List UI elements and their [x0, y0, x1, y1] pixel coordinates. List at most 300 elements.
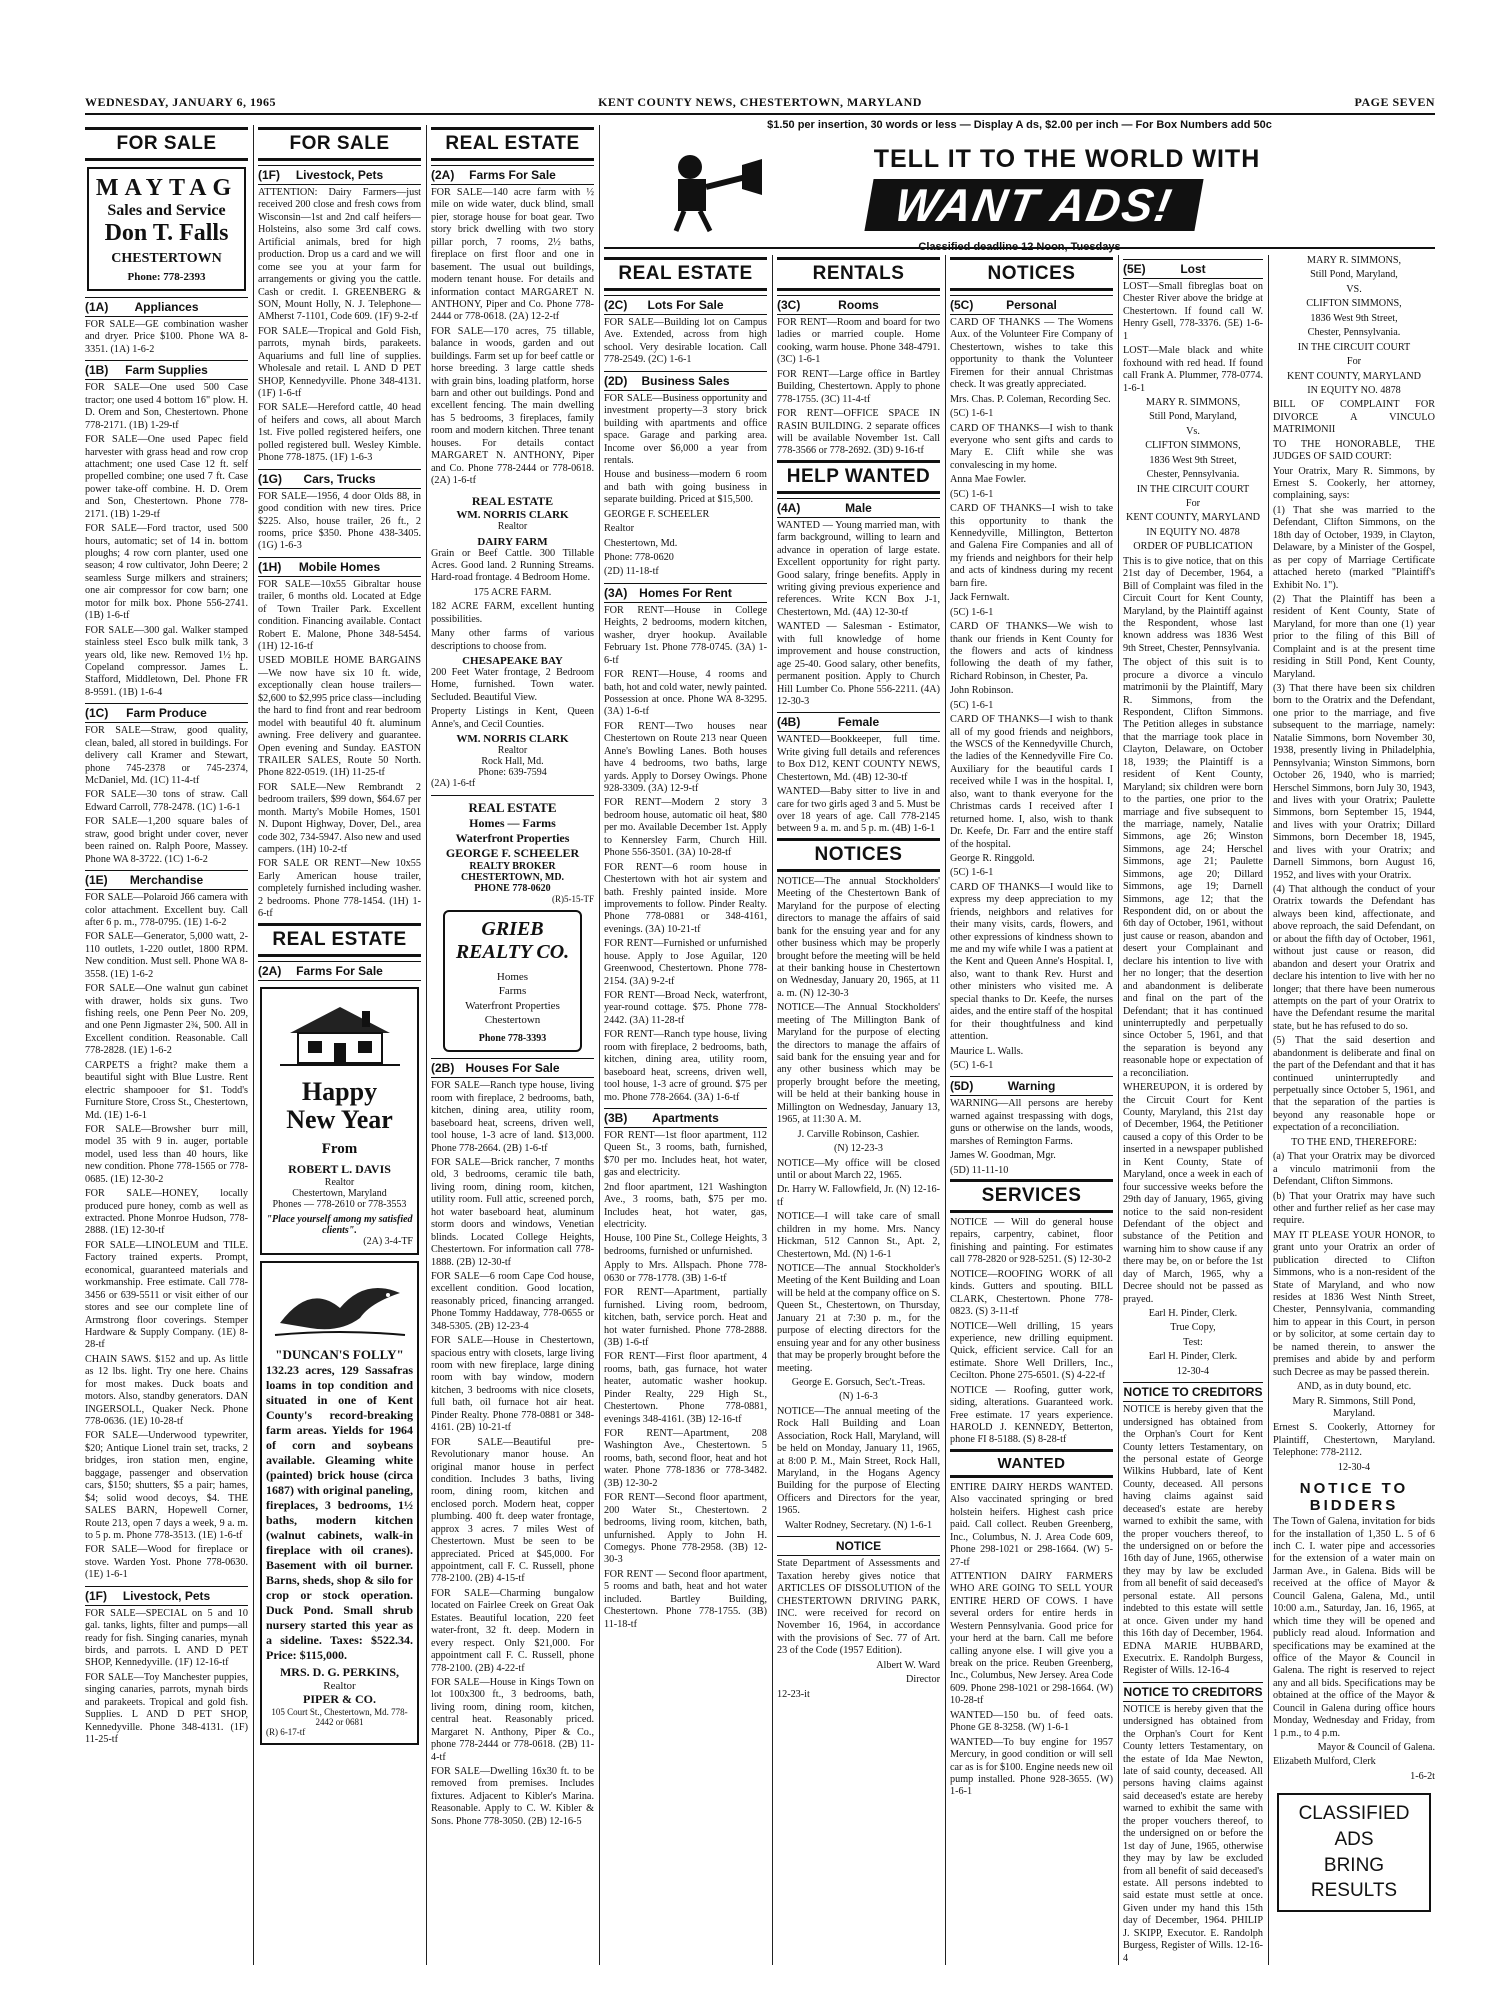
text-paragraph: VS.	[1346, 283, 1362, 295]
scheeler-ad	[431, 795, 594, 904]
scheeler-line-2: Waterfront Properties	[455, 831, 570, 846]
text-paragraph: (5) That the said desertion and abandonment is deliberate and final on the part of the Defendant and that it has continued uninterruptedly and perpetually since October 5, 1961, and that the separation of the parties is beyond any reasonable hope or expectation of a reconciliation.	[1273, 1035, 1435, 1134]
classified-ad: WANTED—Baby sitter to live in and care for two girls aged 3 and 5. Must be over 18 years of age. Call 778-2145 between 9 a. m. and 5 p. m. (4B) 1-6-1	[777, 786, 940, 835]
classified-ad: FOR SALE—Browsher burr mill, model 35 with 9 in. auger, portable model, used less than 40 hours, like new condition. Phone 778-1565 or 778-0685. (1E) 12-30-2	[85, 1123, 248, 1185]
subsection-code: (3C)	[777, 298, 801, 312]
clark-role-2: Realtor	[497, 745, 528, 757]
grieb-phone: Phone 778-3393	[478, 1033, 547, 1045]
text-paragraph: 12-30-4	[1176, 1365, 1210, 1377]
grieb-line: Chestertown	[484, 1014, 541, 1027]
text-paragraph: ENTIRE DAIRY HERDS WANTED. Also vaccinated springing or bred holstein heifers. Highest cash price paid. Call collect. Reuben Greenberg, Inc., Columbus, N. J. Area Code 609, Phone 298-1021 or 298-1664. (W) 5-27-tf	[950, 1481, 1113, 1568]
classified-ad: FOR SALE—One used 500 Case tractor; one used 4 bottom 16" plow. H. D. Orem and Son, Chestertown. Phone 778-2171. (1B) 1-29-tf	[85, 382, 248, 431]
subsection-code: (2C)	[604, 298, 628, 312]
text-paragraph: MAY IT PLEASE YOUR HONOR, to grant unto your Oratrix an order of publication directed to Clifton Simmons, who is a non-resident of the State of Maryland, and who now resides at 1836 West Ninth Street, Chester, Pennsylvania, commanding him to appear in this Court, in person or by solicitor, at some certain day to be named therein, to answer the premises and abide by and perform such Decree as may be passed therein.	[1273, 1229, 1435, 1378]
clark-name-2: WM. NORRIS CLARK	[456, 733, 569, 746]
classified-ad: FOR SALE—6 room Cape Cod house, excellent condition. Good location, reasonably priced, financing arranged. Phone Tommy Haddaway, 778-0655 or 348-5305. (2B) 12-23-4	[431, 1270, 594, 1332]
ad-rates: $1.50 per insertion, 30 words or less — Display A ds, $2.00 per inch — For Box Numbers add 50c	[767, 119, 1272, 131]
subsection-code: (3B)	[604, 1110, 628, 1125]
classified-ad: FOR SALE—Hereford cattle, 40 head of heifers and cows, all about March 1st. Five polled registered heifers, one polled registered bull. Wesley Kimble. Phone 778-1875. (1F) 1-6-3	[258, 402, 421, 464]
text-paragraph: MARY R. SIMMONS,	[1306, 255, 1402, 266]
classified-ad: CARD OF THANKS—We wish to thank our friends in Kent County for the flowers and acts of kindness following the death of my father, Richard Robinson, in Chester, Pa.	[950, 621, 1113, 682]
classified-ad: (5C) 1-6-1	[950, 408, 994, 420]
classified-ad: FOR SALE—Ranch type house, living room with fireplace, 2 bedrooms, bath, kitchen, dining area, utility room, baseboard heat, screens, driven well, tool house, 1-3 acre of land. $13,000. Phone 778-2664. (2B) 1-6-tf	[431, 1080, 594, 1154]
classified-ad: FOR RENT—Apartment, partially furnished. Living room, bedroom, kitchen, bath, service porch. Heat and hot water furnished. Phone 778-2888. (3B) 1-6-tf	[604, 1287, 767, 1348]
text-paragraph: MARY R. SIMMONS,	[1145, 396, 1241, 408]
happy-line: Happy	[301, 1076, 378, 1106]
classified-ad: FOR SALE—140 acre farm with ½ mile on wide water, duck blind, small pier, storage house for boat gear. Two story brick dwelling with two story pillar porch, 7 rooms, 2½ baths, fireplace on first floor and one in basement. The usual out buildings, modern tenant house. For details and information contact MARGARET N. ANTHONY, Piper and Co. Phone 778-2444 or 778-0618. (2A) 12-2-tf	[431, 187, 594, 323]
clark-ad	[431, 494, 594, 790]
classified-ad: LOST—Male black and white foxhound with red head. If found call Frank A. Plummer, 778-0774. 1-6-1	[1123, 345, 1263, 394]
classified-ad: FOR SALE OR RENT—New 10x55 Early American house trailer, completely furnished including washer. 2 bedrooms. Phone 778-1454. (1H) 1-6-tf	[258, 858, 421, 920]
classified-ad: FOR SALE—Tropical and Gold Fish, parrots, mynah birds, parakeets. Aquariums and full line of supplies. Wholesale and retail. L AND D PET SHOP, Kennedyville. Phone 348-4131. (1F) 1-6-tf	[258, 325, 421, 399]
classified-ad: FOR SALE—HONEY, locally produced pure honey, comb as well as extracted. Phone Monroe Hudson, 778-2888. (1E) 12-30-tf	[85, 1188, 248, 1237]
classified-ad: FOR RENT—Large office in Bartley Building, Chestertown. Apply to phone 778-1755. (3C) 11-4-tf	[777, 368, 940, 405]
subsection-code: (1F)	[258, 168, 280, 182]
house-illustration	[280, 999, 400, 1069]
section-head: RENTALS	[777, 257, 940, 291]
subsection-head	[1123, 259, 1263, 279]
text-paragraph: Your Oratrix, Mary R. Simmons, by Ernest S. Cookerly, her attorney, complaining, says:	[1273, 465, 1435, 502]
subsection-head	[258, 557, 421, 577]
text-paragraph: TO THE HONORABLE, THE JUDGES OF SAID COURT:	[1273, 438, 1435, 463]
realtor-city: Chestertown, Maryland	[292, 1187, 387, 1199]
folly-role: Realtor	[323, 1679, 356, 1692]
classified-ad: FOR RENT—First floor apartment, 4 rooms, bath, gas furnace, hot water heater, automatic washer hookup. Pinder Realty, 229 High St., Chestertown. Phone 778-0881, evenings 348-4161. (3B) 12-16-tf	[604, 1351, 767, 1425]
text-paragraph: Still Pond, Maryland,	[1310, 269, 1398, 281]
subsection-code: (1E)	[85, 873, 108, 888]
classified-ads-box	[1277, 1793, 1431, 1912]
want-ads-banner	[604, 119, 1435, 253]
text-paragraph: CLIFTON SIMMONS,	[1306, 298, 1402, 310]
classified-deadline: Classified deadline 12 Noon, Tuesdays	[918, 241, 1121, 253]
folio-page: PAGE SEVEN	[1354, 95, 1435, 109]
section-head: SERVICES	[950, 1179, 1113, 1213]
text-paragraph: (4) That although the conduct of your Oratrix towards the Defendant has always been kind, affectionate, and above reproach, the said Defendant, on or about the fifth day of October, 1961, without just cause or reason, did abandon and desert your Oratrix and declare his intention to live with her no longer; that there have been numerous attempts on the part of your Oratrix to have the Defendant resume the marital state, but he has refused to do so.	[1273, 884, 1435, 1032]
classified-ad: (2D) 11-18-tf	[604, 566, 659, 578]
folly-address: 105 Court St., Chestertown, Md. 778-2442 or 0681	[271, 1706, 408, 1727]
classified-ad: FOR SALE—One walnut gun cabinet with drawer, holds six guns. Two fishing reels, one Penn Peer No. 209, and one Penn Jigmaster 2¾, 500. All in Excellent condition. Reasonable. Call 778-2828. (1E) 1-6-2	[85, 983, 248, 1057]
maytag-sub: Sales and Service	[107, 202, 226, 219]
grieb-line: Farms	[498, 985, 527, 998]
classified-ad: (5C) 1-6-1	[950, 1059, 994, 1071]
scheeler-firm: REALTY BROKER	[469, 861, 556, 873]
classified-ad: FOR SALE—New Rembrandt 2 bedroom trailers, $99 down, $64.67 per month. Marty's Mobile Homes, 1501 N. Dupont Highway, Dover, Del., area code 302, 734-5947. Also new and used campers. (1H) 10-2-tf	[258, 781, 421, 855]
subsection-head	[258, 469, 421, 489]
clark-listings: Property Listings in Kent, Queen Anne's, and Cecil Counties.	[431, 706, 594, 730]
realtor-quote: "Place yourself among my satisfied clients".	[266, 1213, 413, 1236]
grieb-logo: GRIEB REALTY CO.	[455, 918, 570, 964]
classified-ad: 2nd floor apartment, 121 Washington Ave., 3 rooms, bath, $75 per mo. Includes heat, hot water, gas, electricity.	[604, 1181, 767, 1230]
classified-ad: FOR SALE—Straw, good quality, clean, baled, all stored in buildings. For delivery call Kramer and Stewart, phone 745-2378 or 745-2374, McDaniel, Md. (1C) 11-4-tf	[85, 725, 248, 786]
classified-ad: CARD OF THANKS—I wish to thank everyone who sent gifts and cards to Mary E. Clift while she was convalescing in my home.	[950, 422, 1113, 471]
classified-sections	[950, 295, 1113, 1177]
section-head: NOTICES	[950, 257, 1113, 291]
text-paragraph: J. Carville Robinson, Cashier.	[797, 1128, 920, 1140]
column-5	[777, 255, 940, 1965]
subsection-head	[431, 165, 594, 185]
text-paragraph: For	[1185, 498, 1201, 509]
subsection-name: Business Sales	[641, 373, 730, 388]
subsection-code: (1H)	[258, 559, 282, 574]
notice-body: State Department of Assessments and Taxation hereby gives notice that ARTICLES OF DISSOLUTION of the CHESTERTOWN DRIVING PARK, INC. were received for record on November 16, 1964, in accordance with the provisions of Sec. 77 of Art. 23 of the Code (1957 Edition).	[777, 1558, 940, 1657]
classified-ad: FOR SALE—300 gal. Walker stamped stainless steel Esco bulk milk tank, 3 years old, like new. Removed 1½ hp. Copeland compressor. James L. Stafford, Middletown, Del. Phone FR 8-9591. (1B) 1-6-4	[85, 624, 248, 698]
classified-ad: CARD OF THANKS—I wish to take this opportunity to thank the Kennedyville, Millington, Betterton and Galena Fire Companies and all of my friends and neighbors for their help and acts of kindness during my recent barn fire.	[950, 503, 1113, 589]
ad-code: (R) 6-17-tf	[266, 1726, 306, 1737]
banner-graphic	[644, 141, 1395, 253]
classified-ad: Apply to Mrs. Allspach. Phone 778-0630 or 778-1778. (3B) 1-6-tf	[604, 1260, 767, 1284]
folio-paper: KENT COUNTY NEWS, CHESTERTOWN, MARYLAND	[598, 95, 922, 109]
text-paragraph: IN EQUITY NO. 4878	[1146, 526, 1240, 538]
services-list	[950, 1217, 1113, 1447]
subsection-code: (2B)	[431, 1061, 455, 1076]
subsection-name: Warning	[1007, 1079, 1056, 1094]
subsection-code: (2D)	[604, 373, 628, 388]
classified-ad: FOR SALE—Toy Manchester puppies, singing canaries, parrots, mynah birds and parakeets. Tropical and gold fish. Supplies. L AND D PET SHOP, Kennedyville. Phone 348-4131. (1F) 11-25-tf	[85, 1671, 248, 1746]
subsection-code: (4B)	[777, 715, 801, 730]
subsection-head	[85, 297, 248, 317]
classified-ad: FOR RENT—1st floor apartment, 112 Queen St., 3 rooms, bath, furnished, $70 per mo. Includes heat, hot water, gas and electricity.	[604, 1129, 767, 1179]
subsection-head	[604, 1108, 767, 1128]
folio-date: WEDNESDAY, JANUARY 6, 1965	[85, 95, 276, 109]
text-paragraph: Mary R. Simmons, Still Pond, Maryland.	[1292, 1395, 1416, 1419]
classified-ad: LOST—Small fibreglas boat on Chester River above the bridge at Chestertown. If found call W. Henry Gsell, 778-3376. (5E) 1-6-1	[1123, 281, 1263, 342]
classified-ad: CARD OF THANKS—I would like to express my deep appreciation to my friends, neighbors and relatives for their many visits, cards, flowers, and other expressions of kindness shown to me and my wife while I was a patient at the Kent and Queen Anne's Hospital. I, also, want to thank Rev. Hurst and other ministers who visited me. A special thanks to Dr. Keefe, the nurses aides, and the entire staff of the hospital for their thoughtfulness and kind attention.	[950, 881, 1113, 1043]
text-paragraph: NOTICE—My office will be closed until or about March 22, 1965.	[777, 1157, 940, 1181]
bidders-clerk: Elizabeth Mulford, Clerk	[1273, 1756, 1376, 1768]
section-head: REAL ESTATE	[258, 923, 421, 957]
text-paragraph: ORDER OF PUBLICATION	[1133, 541, 1253, 553]
column-divider	[599, 125, 600, 1965]
classified-ad: Phone: 778-0620	[604, 552, 674, 563]
creditors-body: NOTICE is hereby given that the undersigned has obtained from the Orphan's Court for Kent County letters Testamentary, on the personal estate of George Wilkins Hubbard, late of Kent County, deceased. All persons having claims against said deceased's estate are hereby warned to exhibit the same, with the proper vouchers thereof, to the undersigned on or before the 16th day of June, 1965, otherwise they may by law be excluded from all benefit of said deceased's personal estate. All persons indebted to this estate will settle at once. Given under my hand this 16th day of December, 1964. EDNA MARIE HUBBARD, Executrix. E. Randolph Burgess, Register of Wills. 12-16-4	[1123, 1404, 1263, 1677]
text-paragraph: Test:	[1183, 1336, 1203, 1348]
folio-line	[85, 95, 1435, 111]
subsection-name: Livestock, Pets	[122, 1588, 211, 1603]
section-head: FOR SALE	[258, 127, 421, 161]
classads-line: CLASSIFIED	[1298, 1803, 1410, 1825]
classads-line: BRING RESULTS	[1310, 1854, 1398, 1902]
folly-title: "DUNCAN'S FOLLY"	[275, 1346, 404, 1362]
column-divider	[772, 255, 773, 1965]
maytag-ad	[87, 167, 246, 291]
clark-bay: CHESAPEAKE BAY	[462, 655, 563, 667]
text-paragraph: True Copy,	[1170, 1322, 1216, 1334]
section-head: NOTICES	[777, 838, 940, 872]
folio-rule	[85, 113, 1435, 115]
classified-ad: FOR SALE—Building lot on Campus Ave. Extended, across from high school. Very desirable location. Call 778-2549. (2C) 1-6-1	[604, 317, 767, 366]
folly-owner: MRS. D. G. PERKINS,	[279, 1664, 399, 1679]
clark-title: REAL ESTATE	[471, 493, 554, 508]
text-paragraph: This is to give notice, that on this 21st day of December, 1964, a Bill of Complaint was filed in the Circuit Court for Kent County, Maryland, by the Plaintiff against the Respondent, whose last known address was 1836 West 9th Street, Chester, Pennsylvania.	[1123, 555, 1263, 654]
subsection-head	[85, 703, 248, 723]
classified-ad: WANTED — Young married man, with farm background, willing to learn and advance in operation of large estate. Excellent opportunity for right party. Good salary, fringe benefits. Apply in writing giving previous experience and references. Write KCN Box J-1, Chestertown, Md. (4A) 12-30-tf	[777, 519, 940, 618]
text-paragraph: (2) That the Plaintiff has been a resident of Kent County, State of Maryland, for more than one (1) year prior to the filing of this Bill of Complaint and is at the present time residing in Still Pond, Kent County, Maryland.	[1273, 593, 1435, 680]
maytag-city: CHESTERTOWN	[111, 251, 222, 266]
bidders-body: The Town of Galena, invitation for bids for the installation of 1,350 L. 5 of 6 inch C. I. water pipe and accessories for the extension of a water main on Jarman Ave., in Galena. Bids will be received at the office of Mayor & Council Galena, Galena, Md., until 10:00 a.m., Saturday, Jan. 16, 1965, at which time they will be opened and publicly read aloud. Information and specifications may be examined at the office of the Mayor & Council in Galena. The right is reserved to reject any and all bids. Specifications may be obtained at the office of the Mayor & Council in Galena during office hours Monday, Wednesday and Friday, from 1 p.m., to 4 p.m.	[1273, 1516, 1435, 1739]
column-1	[85, 125, 248, 1965]
column-divider	[945, 255, 946, 1965]
classified-ad: FOR RENT—Broad Neck, waterfront, year-round cottage. $75. Phone 778-2442. (3A) 11-28-tf	[604, 990, 767, 1026]
classified-ad: CARD OF THANKS — The Womens Aux. of the Volunteer Fire Company of Chestertown, wishes to take this opportunity to thank the Volunteer Firemen for their annual Christmas check. It was greatly appreciated.	[950, 317, 1113, 391]
subsection-name: Appliances	[134, 300, 199, 314]
classified-ad: FOR SALE—Wood for fireplace or stove. Warden Yost. Phone 778-0630. (1E) 1-6-1	[85, 1544, 248, 1581]
clark-many: Many other farms of various descriptions to choose from.	[431, 628, 594, 652]
subsection-head	[85, 1586, 248, 1606]
folly-body: 132.23 acres, 129 Sassafras loams in top condition and situated in one of Kent County's record-breaking farm areas. Yields for 1964 of corn and soybeans available. Gleaming white (painted) brick house (circa 1687) with original paneling, fireplaces, 3 bedrooms, 1½ baths, modern kitchen (walnut cabinets, walk-in fireplace with oil cranes). Basement with oil burner. Barns, sheds, shop & silo for crop or stock operation. Duck Pond. Small shrub nursery started this year as a sideline. Taxes: $522.34. Price: $115,000.	[266, 1362, 413, 1662]
column-2	[258, 125, 421, 1965]
classified-ad: Realtor	[604, 523, 634, 535]
text-paragraph: IN THE CIRCUIT COURT	[1297, 341, 1411, 353]
subsection-name: Personal	[1006, 298, 1057, 312]
subsection-name: Farm Supplies	[125, 363, 208, 378]
text-paragraph: AND, as in duty bound, etc.	[1296, 1381, 1412, 1393]
subsection-head	[604, 583, 767, 603]
subsection-name: Cars, Trucks	[303, 471, 376, 486]
classified-sections	[258, 165, 421, 921]
text-paragraph: WANTED—150 bu. of feed oats. Phone GE 8-3258. (W) 1-6-1	[950, 1709, 1113, 1734]
clark-182: 182 ACRE FARM, excellent hunting possibilities.	[431, 601, 594, 625]
text-paragraph: IN EQUITY NO. 4878	[1307, 384, 1401, 396]
classified-ad: James W. Goodman, Mgr.	[950, 1150, 1056, 1162]
classified-ad: FOR SALE—Generator, 5,000 watt, 2-110 outlets, 1-220 outlet, 1800 RPM. New condition. Must sell. Phone WA 8-3558. (1E) 1-6-2	[85, 931, 248, 980]
classified-ad: FOR RENT—OFFICE SPACE IN RASIN BUILDING. 2 separate offices will be available November 1st. Call 778-3566 or 778-2692. (3D) 9-16-tf	[777, 408, 940, 457]
text-paragraph: Earl H. Pinder, Clerk.	[1148, 1308, 1238, 1319]
text-paragraph: WHEREUPON, it is ordered by the Circuit Court for Kent County, Maryland, this 21st day of December, 1964, the Petitioner caused a copy of this Order to be inserted in a newspaper published in Kent County, State of Maryland, once a week in each of four successive weeks before the 29th day of January, 1965, giving notice to the said non-resident Defendant of the object and substance of the Petition and warning him to show cause if any there may be, on or before the 1st day of March, 1965, why a Decree should not be passed as prayed.	[1123, 1082, 1263, 1305]
subsection-head	[950, 1076, 1113, 1096]
creditors-title: NOTICE TO CREDITORS	[1123, 1385, 1263, 1400]
classified-ad: FOR RENT—Apartment, 208 Washington Ave., Chestertown. 5 rooms, bath, second floor, heat and hot water. Phone 778-1836 or 778-3482. (3B) 12-30-2	[604, 1428, 767, 1489]
column-divider	[1118, 255, 1119, 1965]
classified-ad: GEORGE F. SCHEELER	[604, 508, 710, 520]
notice-title: NOTICE	[835, 1539, 882, 1554]
subsection-head	[431, 1058, 594, 1078]
clark-name: WM. NORRIS CLARK	[456, 508, 569, 521]
classified-ad: (5C) 1-6-1	[950, 488, 994, 500]
text-paragraph: KENT COUNTY, MARYLAND	[1286, 370, 1422, 382]
creditors-title: NOTICE TO CREDITORS	[1123, 1684, 1263, 1699]
classified-ad: WARNING—All persons are hereby warned against trespassing with dogs, guns or otherwise on the lands, woods, marshes of Remington Farms.	[950, 1098, 1113, 1147]
notice-role: Director	[906, 1674, 940, 1686]
clark-role: Realtor	[497, 520, 528, 532]
text-paragraph: CLIFTON SIMMONS,	[1145, 440, 1241, 452]
text-paragraph: (3) That there have been six children born to the Oratrix and the Defendant, one prior to the marriage, and five subsequent to the marriage, namely: Natalie Simmons, born November 30, 1938, presently living in Philadelphia, Pennsylvania; Winston Simmons, born October 26, 1940, who is married; Herschel Simmons, born July 30, 1943, and lives with your Oratrix; Paulette Simmons, born September 15, 1944, and lives with your Oratrix; Dillard Simmons, born December 18, 1945, and lives with your Oratrix; and Darnell Simmons, born August 16, 1952, and lives with your Oratrix.	[1273, 683, 1435, 881]
column-7	[1123, 255, 1263, 1965]
ad-code: 12-23-it	[777, 1688, 810, 1700]
classified-ad: Jack Fernwalt.	[950, 592, 1010, 604]
text-paragraph: Vs.	[1186, 425, 1200, 437]
text-paragraph: BILL OF COMPLAINT FOR DIVORCE A VINCULO MATRIMONII	[1273, 399, 1435, 436]
classified-ad: FOR SALE—Business opportunity and investment property—3 story brick building with apartments and office space. Garage and parking area. Income over $6,000 a year from rentals.	[604, 392, 767, 466]
banner-rule	[604, 247, 1435, 249]
subsection-name: Lost	[1180, 262, 1206, 276]
text-paragraph: NOTICE—The annual Stockholder's Meeting of the Kent Building and Loan will be held at the company office on S. Queen St., Chestertown, on Thursday, January 21 at 7:30 p. m., for the purpose of electing directors for the ensuing year and for any other business that may be properly brought before the meeting.	[777, 1263, 940, 1374]
column-divider	[253, 125, 254, 1965]
classified-ad: FOR SALE—One used Papec field harvester with grass head and row crop attachment; one used Case 12 ft. self propelled combine; one used 7 ft. Case power take-off combine. H. D. Orem and Son, Chestertown. Phone 778-2171. (1B) 1-29-tf	[85, 434, 248, 520]
subsection-name: Homes For Rent	[639, 585, 732, 600]
text-paragraph: Dr. Harry W. Fallowfield, Jr. (N) 12-16-tf	[777, 1184, 940, 1208]
text-paragraph: NOTICE — Will do general house repairs, carpentry, cabinet, floor finishing and painting. For estimates call 778-2820 or 928-5251. (S) 12-30-2	[950, 1217, 1113, 1266]
text-paragraph: Still Pond, Maryland,	[1149, 411, 1237, 423]
text-paragraph: NOTICE—The Annual Stockholders' meeting of The Millington Bank of Maryland for the purpose of electing the directors to manage the affairs of said bank for the ensuing year and for any other business which may be properly brought before the meeting, will be held at their banking house in Millington on Wednesday, January 13, 1965, at 11:30 A. M.	[777, 1002, 940, 1126]
notice-list	[777, 876, 940, 1532]
subsection-name: Farm Produce	[126, 706, 207, 721]
grieb-realty-ad	[443, 910, 582, 1052]
subsection-code: (1A)	[85, 300, 109, 314]
scheeler-title: REAL ESTATE	[468, 800, 557, 816]
banner-want-ads: WANT ADS!	[864, 179, 1203, 231]
subsection-head	[950, 295, 1113, 315]
classified-ad: FOR RENT—6 room house in Chestertown with hot air system and bath. Freshly painted inside. More improvements to follow. Pinder Realty. Phone 778-0881 or 348-4161, evenings. (3A) 10-21-tf	[604, 861, 767, 935]
clark-175: 175 ACRE FARM.	[473, 586, 552, 598]
clark-address: Rock Hall, Md.	[481, 756, 544, 768]
classified-ad: John Robinson.	[950, 685, 1014, 697]
classified-ad: FOR SALE—30 tons of straw. Call Edward Carroll, 778-2478. (1C) 1-6-1	[85, 789, 248, 813]
classified-ad: George R. Ringgold.	[950, 852, 1035, 864]
subsection-code: (5C)	[950, 298, 974, 312]
text-paragraph: IN THE CIRCUIT COURT	[1136, 483, 1250, 495]
text-paragraph: 12-30-4	[1337, 1461, 1371, 1473]
realtor-phones: Phones — 778-2610 or 778-3553	[272, 1198, 407, 1210]
text-paragraph: NOTICE—The annual meeting of the Rock Hall Building and Loan Association, Rock Hall, Maryland, will be held on Monday, January 11, 1965, at 8:00 P. M., Main Street, Rock Hall, Maryland, in the Hogans Agency Building for the purpose of Electing Officers and Directors for the year, 1965.	[777, 1405, 940, 1517]
classified-ad: House, 100 Pine St., College Heights, 3 bedrooms, furnished or unfurnished.	[604, 1233, 767, 1257]
text-paragraph: (1) That she was married to the Defendant, Clifton Simmons, on the 18th day of October, 1939, in Clayton, Delaware, by a Minister of the Gospel, as per copy of Marriage Certificate attached hereto (marked "Plaintiff's Exhibit No. 1").	[1273, 504, 1435, 591]
classified-ad: Anna Mae Fowler.	[950, 474, 1027, 486]
subsection-head	[777, 295, 940, 315]
maytag-name: Don T. Falls	[104, 220, 229, 246]
subsection-code: (4A)	[777, 500, 801, 515]
text-paragraph: NOTICE — Roofing, gutter work, siding, alterations. Guaranteed work. Free estimate. 17 years experience. HAROLD J. KENNEDY, Betterton, phone FI 8-5188. (S) 8-28-tf	[950, 1384, 1113, 1446]
text-paragraph: Chester, Pennsylvania.	[1146, 469, 1240, 481]
scheeler-phone: PHONE 778-0620	[474, 883, 551, 895]
classified-ad: FOR RENT—Ranch type house, living room with fireplace, 2 bedrooms, bath, kitchen, dining area, utility room, baseboard heat, screens, driven well, tool house, 1-3 acre of ground. $75 per mo. Phone 778-2664. (3A) 1-6-tf	[604, 1029, 767, 1103]
duck-illustration	[270, 1273, 410, 1343]
subsection-head	[1123, 1682, 1263, 1702]
classified-ad: (5C) 1-6-1	[950, 699, 994, 711]
subsection-name: Apartments	[652, 1110, 719, 1125]
column-divider	[1268, 255, 1269, 1965]
classified-ad: FOR SALE—Dwelling 16x30 ft. to be removed from premises. Includes fixtures. Adjacent to Kibler's Marina. Reasonable. Apply to C. W. Kibler & Sons. Phone 778-3050. (2B) 12-16-5	[431, 1766, 594, 1827]
realtor-role: Realtor	[324, 1176, 355, 1188]
column-8	[1273, 255, 1435, 1965]
duncans-folly-ad	[260, 1261, 419, 1745]
classified-ad: FOR RENT—Second floor apartment, 200 Water St., Chestertown. 2 bedrooms, living room, kitchen, bath, unfurnished. Apply to John H. Comegys. Phone 778-2958. (3B) 12-30-3	[604, 1492, 767, 1566]
clark-bay-body: 200 Feet Water frontage, 2 Bedroom Home, furnished. Town water. Secluded. Beautiful View.	[431, 667, 594, 703]
classified-sections	[431, 1058, 594, 1828]
classified-ad: FOR SALE—1,200 square bales of straw, good bright under cover, never been rained on. Ralph Poore, Massey. Phone WA 8-3722. (1C) 1-6-2	[85, 816, 248, 865]
column-divider	[426, 125, 427, 1965]
subsection-name: Female	[837, 715, 880, 730]
classified-sections	[777, 295, 940, 458]
subsection-code: (5E)	[1123, 262, 1146, 276]
banner-tell: TELL IT TO THE WORLD WITH	[873, 145, 1261, 173]
classified-ad: CARPETS a fright? make them a beautiful sight with Blue Lustre. Rent electric shampooer for $1. Todd's Furniture Store, Cross St., Chestertown, Md. (1E) 1-6-1	[85, 1059, 248, 1121]
section-head: FOR SALE	[85, 127, 248, 161]
classified-ad: FOR SALE—House in Kings Town on lot 100x300 ft., 3 bedrooms, bath, living room, dining room, kitchen, central heat. Reasonably priced. Margaret N. Anthony, Piper & Co., phone 778-2444 or 778-0618. (2B) 11-4-tf	[431, 1676, 594, 1763]
text-paragraph: (a) That your Oratrix may be divorced a vinculo matrimonii from the Defendant, Clifton Simmons.	[1273, 1151, 1435, 1188]
classified-ad: FOR SALE—Ford tractor, used 500 hours, automatic; set of 14 in. bottom ploughs; 4 row corn planter, used one season; 4 row cultivator, John Deere; 2 seamless Surge milkers and strainers; one air compressor for cow barn; one motor for milk box. Phone 556-2741. (1B) 1-6-tf	[85, 523, 248, 622]
classified-ad: FOR RENT—Room and board for two ladies or married couple. Home cooking, warm house. Phone 348-4791. (3C) 1-6-1	[777, 317, 940, 366]
notice-sign: Albert W. Ward	[876, 1659, 940, 1671]
subsection-name: Houses For Sale	[465, 1061, 560, 1076]
classified-sections	[85, 297, 248, 1747]
subsection-head	[85, 360, 248, 380]
text-paragraph: Earl H. Pinder, Clerk.	[1148, 1351, 1238, 1363]
subsection-code: (1B)	[85, 363, 109, 378]
classified-ad: (5D) 11-11-10	[950, 1164, 1009, 1176]
classified-ad: WANTED—Bookkeeper, full time. Write giving full details and references to Box D12, KENT COUNTY NEWS, Chestertown, Md. (4B) 12-30-tf	[777, 734, 940, 783]
wanted-list	[950, 1482, 1113, 1799]
clark-phone: Phone: 639-7594	[478, 767, 547, 779]
classified-ad: FOR RENT—House in College Heights, 2 bedrooms, modern kitchen, washer, dryer hookup. Available February 1st. Phone 778-0745. (3A) 1-6-tf	[604, 604, 767, 666]
text-paragraph: (N) 1-6-3	[839, 1391, 878, 1403]
text-paragraph: NOTICE—I will take care of small children in my home. Mrs. Nancy Hickman, 512 Cannon St., Apt. 2, Chestertown, Md. (N) 1-6-1	[777, 1211, 940, 1260]
subsection-name: Farms For Sale	[469, 168, 556, 182]
classified-ad: FOR SALE—Brick rancher, 7 months old, 3 bedrooms, ceramic tile bath, living room, dining room, kitchen, utility room. Full attic, screened porch, hot water baseboard heat, aluminum storm doors and windows, Venetian blinds. Located College Heights, Chestertown. For information call 778-1888. (2B) 12-30-tf	[431, 1157, 594, 1268]
subsection-head	[1123, 1382, 1263, 1402]
classified-ad: FOR SALE—1956, 4 door Olds 88, in good condition with new tires. Price $225. Also, house trailer, 26 ft., 2 rooms, price $350. Phone 438-3405. (1G) 1-6-3	[258, 490, 421, 552]
bill-of-complaint	[1273, 255, 1435, 1474]
ad-code: (R)5-15-TF	[552, 894, 594, 905]
text-paragraph: Walter Rodney, Secretary. (N) 1-6-1	[784, 1519, 933, 1531]
subsection-code: (3A)	[604, 585, 628, 600]
ad-code: (2A) 1-6-tf	[431, 778, 476, 790]
new-year-line: New Year	[286, 1105, 393, 1135]
section-head: REAL ESTATE	[431, 127, 594, 161]
classified-ad: House and business—modern 6 room and bath with going business in separate building. Priced at $15,500.	[604, 469, 767, 506]
section-head: WANTED	[950, 1449, 1113, 1478]
grieb-line: Homes	[496, 971, 529, 984]
subsection-name: Mobile Homes	[298, 559, 381, 574]
subsection-code: (2A)	[258, 963, 282, 978]
bidders-title: NOTICE TO BIDDERS	[1299, 1480, 1409, 1515]
ad-code: (2A) 3-4-TF	[363, 1235, 413, 1247]
section-head: REAL ESTATE	[604, 257, 767, 291]
order-of-publication	[1123, 397, 1263, 1378]
town-crier-icon	[654, 147, 764, 233]
subsection-head	[258, 961, 421, 981]
subsection-head	[777, 1536, 940, 1556]
subsection-head	[604, 295, 767, 315]
subsection-name: Merchandise	[129, 873, 204, 888]
ad-code: 1-6-2t	[1410, 1770, 1435, 1782]
text-paragraph: NOTICE—Well drilling, 15 years experience, new drilling equipment. Quick, efficient service. Call for an estimate. Shore Well Drillers, Inc., Cecilton. Phone 275-6501. (S) 4-22-tf	[950, 1320, 1113, 1382]
subsection-head	[258, 165, 421, 185]
text-paragraph: KENT COUNTY, MARYLAND	[1125, 512, 1261, 524]
classified-ad: FOR RENT—Furnished or unfurnished house. Apply to Jose Aguilar, 120 Greenwood, Chestertown. Phone 778-2154. (3A) 9-2-tf	[604, 938, 767, 987]
classified-ad: FOR SALE—SPECIAL on 5 and 10 gal. tanks, lights, filter and pumps—all ready for fish. Singing canaries, mynah birds, and parrots. L AND D PET SHOP, Kennedyville. (1F) 12-16-tf	[85, 1607, 248, 1669]
classified-ad: FOR RENT—Modern 2 story 3 bedroom house, automatic oil heat, $80 per mo. Available December 1st. Apply to Kennersley Farm, Church Hill. Phone 556-3501. (3A) 10-28-tf	[604, 797, 767, 859]
maytag-phone: Phone: 778-2393	[127, 271, 206, 283]
classified-sections	[777, 498, 940, 836]
classified-ad: Maurice L. Walls.	[950, 1045, 1024, 1057]
scheeler-name: GEORGE F. SCHEELER	[445, 846, 580, 861]
classified-ad: Mrs. Chas. P. Coleman, Recording Sec.	[950, 393, 1111, 405]
grieb-line: Waterfront Properties	[465, 999, 560, 1012]
classified-ad: FOR SALE—GE combination washer and dryer. Price $100. Phone WA 8-3351. (1A) 1-6-2	[85, 319, 248, 355]
happy-new-year-ad	[260, 987, 419, 1255]
from-line: From	[321, 1140, 358, 1157]
classified-ad: FOR RENT—Two houses near Chestertown on Route 213 near Queen Anne's Bowling Lanes. Both houses have 4 bedrooms, two baths, large yards. Apply to Dorsey Owings. Phone 928-3309. (3A) 12-9-tf	[604, 720, 767, 794]
text-paragraph: The object of this suit is to procure a divorce a vinculo matrimonii by the Plaintiff, Mary R. Simmons, from the Respondent, Clifton Simmons. The Petition alleges in substance that the marriage took place in Clayton, Delaware, on October 18, 1939; the Plaintiff is a resident of Kent County, Maryland; six children were born to the parties, one prior to the marriage and five subsequent to the marriage, namely, Natalie Simmons, age 26; Winston Simmons, age 24; Herschel Simmons, age 21; Paulette Simmons, age 20; Dillard Simmons, age 19; Darnell Simmons, age 12; that the Respondent did, on or about the 6th day of October, 1961, without just cause or reason, abandon and desert your Complainant and declare his intention to live with her no longer; that the desertion and abandonment is deliberate and final on the part of the Defendant; that it has continued uninterruptedly and perpetually since October 5, 1961, and that the separation is beyond any reasonable hope or expectation of a reconciliation.	[1123, 657, 1263, 1079]
subsection-head	[777, 498, 940, 518]
text-paragraph: NOTICE—ROOFING WORK of all kinds. Gutters and spouting. BILL CLARK, Chestertown. Phone 778-0823. (S) 3-11-tf	[950, 1268, 1113, 1318]
scheeler-line-1: Homes — Farms	[469, 816, 556, 831]
classified-ad: FOR RENT — Second floor apartment, 5 rooms and bath, heat and hot water included. Bartley Building, Chestertown. Phone 778-1755. (3B) 11-18-tf	[604, 1568, 767, 1630]
classified-ad: ATTENTION: Dairy Farmers—just received 200 close and fresh cows from Wisconsin—1st and 2nd calf heifers—Holsteins, also some 3rd calf cows. Artificial animals, bred for high production. Drop us a card and we will come see you at your farm for arrangements or giving you the cattle. Cash or credit. I. GREENBERG & SON, Mount Holly, N. J. Telephone—AMherst 7-1101, Code 609. (1F) 9-2-tf	[258, 187, 421, 323]
classified-ad: CHAIN SAWS. $152 and up. As little as 12 lbs. light. Try one here. Chains for most makes. Duck boats and motors. Also, standby generators. DAN INGERSOLL, Quaker Neck. Phone 778-0636. (1E) 10-28-tf	[85, 1353, 248, 1427]
classified-ad: (5C) 1-6-1	[950, 867, 994, 879]
text-paragraph: 1836 West 9th Street,	[1149, 454, 1237, 466]
